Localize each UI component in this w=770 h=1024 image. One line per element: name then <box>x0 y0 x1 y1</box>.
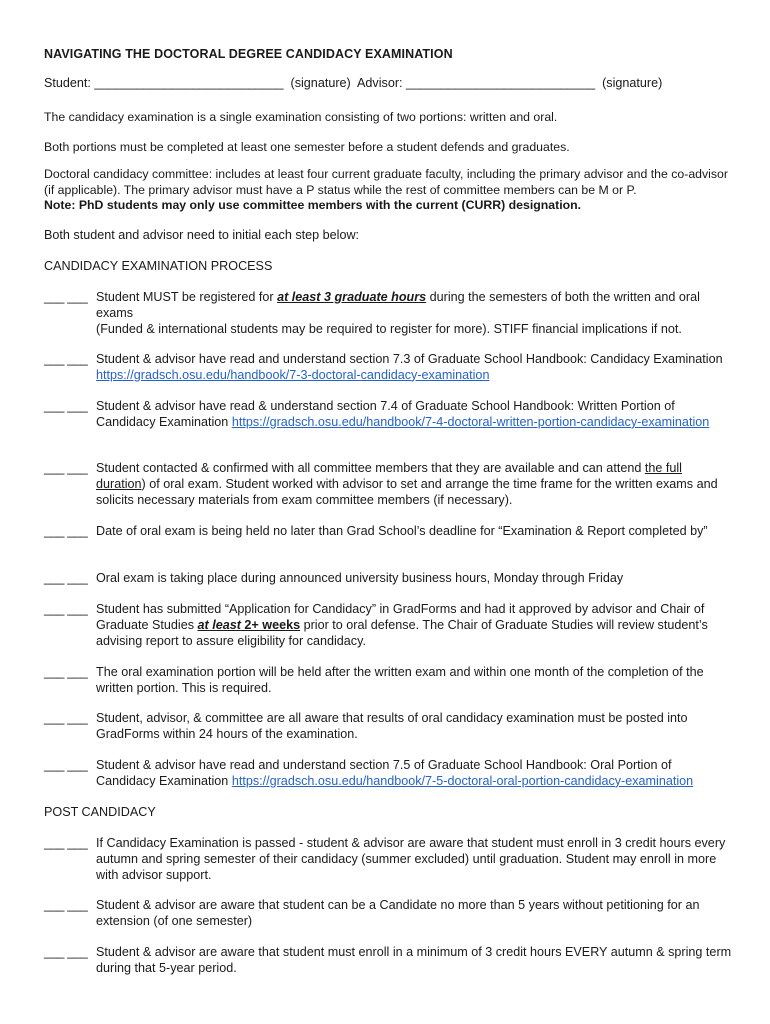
section-heading-process: CANDIDACY EXAMINATION PROCESS <box>44 259 273 273</box>
document-title: NAVIGATING THE DOCTORAL DEGREE CANDIDACY EXAMINATION <box>44 47 453 61</box>
checklist-item-enrollment <box>44 836 734 883</box>
intro-paragraph-1: The candidacy examination is a single examination consisting of two portions: written and oral. <box>44 110 558 124</box>
item-text: If Candidacy Examination is passed - student & advisor are aware that student must enroll in 3 credit hours every autumn and spring semester of their candidacy (summer excluded) until graduation. Student may enroll in more with advisor support. <box>96 836 726 882</box>
initial-blanks[interactable]: ___ ___ <box>44 352 88 366</box>
handbook-link-7-4[interactable]: https://gradsch.osu.edu/handbook/7-4-doctoral-written-portion-candidacy-examination <box>231 414 710 429</box>
item-text: Student & advisor are aware that student must enroll in a minimum of 3 credit hours EVERY autumn & spring term during that 5-year period. <box>96 945 732 975</box>
initial-blanks[interactable]: ___ ___ <box>44 290 88 304</box>
initial-blanks[interactable]: ___ ___ <box>44 399 88 413</box>
committee-paragraph <box>44 167 734 214</box>
item-text: Student has submitted “Application for Candidacy” in GradForms and had it approved by advisor and Chair of Graduate Studies at least 2+ weeks prior to oral defense. The Chair of Graduate Studies will review student’s advising report to assure eligibility for candidacy. <box>96 602 708 648</box>
committee-text: Doctoral candidacy committee: includes at least four current graduate faculty, including the primary advisor and the co-advisor (if applicable). The primary advisor must have a P status while the rest of committee members can be M or P. <box>44 167 728 197</box>
checklist-item-five-year-limit <box>44 898 734 930</box>
item-text: Student & advisor have read and understand section 7.5 of Graduate School Handbook: Oral Portion of Candidacy Examination https://gradsch.osu.edu/handbook/7-5-doctoral-oral-portion-candidacy-examination <box>96 758 694 788</box>
initial-instruction: Both student and advisor need to initial each step below: <box>44 228 360 242</box>
handbook-link-7-3[interactable]: https://gradsch.osu.edu/handbook/7-3-doctoral-candidacy-examination <box>96 367 490 382</box>
item-text: Student & advisor have read and understand section 7.3 of Graduate School Handbook: Candidacy Examination https://gradsch.osu.edu/handbook/7-3-doctoral-candidacy-examination <box>96 352 723 382</box>
item-text: Student contacted & confirmed with all committee members that they are available and can attend the full duration) of oral exam. Student worked with advisor to set and arrange the time frame for the written exams and solicits necessary materials from exam committee members (if necessary). <box>96 461 718 507</box>
checklist-item-business-hours <box>44 571 734 587</box>
initial-blanks[interactable]: ___ ___ <box>44 461 88 475</box>
initial-blanks[interactable]: ___ ___ <box>44 758 88 772</box>
section-heading-post-candidacy: POST CANDIDACY <box>44 805 156 819</box>
checklist-item-results-posting <box>44 711 734 743</box>
checklist-item-oral-exam-deadline <box>44 524 734 540</box>
initial-blanks[interactable]: ___ ___ <box>44 571 88 585</box>
emphasis-text: at least 3 graduate hours <box>277 290 427 304</box>
committee-note: Note: PhD students may only use committee members with the current (CURR) designation. <box>44 198 582 212</box>
checklist-item-minimum-credits <box>44 945 734 977</box>
initial-blanks[interactable]: ___ ___ <box>44 524 88 538</box>
item-text: Student, advisor, & committee are all aware that results of oral candidacy examination must be posted into GradForms within 24 hours of the examination. <box>96 711 688 741</box>
emphasis-text: at least 2+ weeks <box>197 617 301 632</box>
item-text: Oral exam is taking place during announced university business hours, Monday through Friday <box>96 571 624 585</box>
checklist-item-section-7-5 <box>44 758 734 790</box>
checklist-item-section-7-3 <box>44 352 734 384</box>
initial-blanks[interactable]: ___ ___ <box>44 945 88 959</box>
item-text: The oral examination portion will be held after the written exam and within one month of the completion of the written portion. This is required. <box>96 665 704 695</box>
signature-line[interactable]: Student: ___________________________ (signature) Advisor: ___________________________ (signature) <box>44 76 663 90</box>
initial-blanks[interactable]: ___ ___ <box>44 711 88 725</box>
item-text: Student & advisor are aware that student can be a Candidate no more than 5 years without petitioning for an extension (of one semester) <box>96 898 700 928</box>
checklist-item-oral-timing <box>44 665 734 697</box>
checklist-item-application <box>44 602 734 649</box>
handbook-link-7-5[interactable]: https://gradsch.osu.edu/handbook/7-5-doctoral-oral-portion-candidacy-examination <box>231 773 694 788</box>
item-text: Date of oral exam is being held no later than Grad School’s deadline for “Examination & Report completed by” <box>96 524 708 538</box>
item-text: Student MUST be registered for at least 3 graduate hours during the semesters of both the written and oral exams (Funded & international students may be required to register for more). STIFF financial implications if not. <box>96 290 700 336</box>
checklist-item-committee-availability <box>44 461 734 508</box>
item-text: Student & advisor have read & understand section 7.4 of Graduate School Handbook: Written Portion of Candidacy Examination https://gradsch.osu.edu/handbook/7-4-doctoral-written-portion-candidacy-examination <box>96 399 710 429</box>
checklist-item-section-7-4 <box>44 399 734 431</box>
underlined-text: the full duration <box>96 461 682 491</box>
initial-blanks[interactable]: ___ ___ <box>44 602 88 616</box>
initial-blanks[interactable]: ___ ___ <box>44 898 88 912</box>
checklist-item-registration <box>44 290 734 337</box>
initial-blanks[interactable]: ___ ___ <box>44 665 88 679</box>
initial-blanks[interactable]: ___ ___ <box>44 836 88 850</box>
intro-paragraph-2: Both portions must be completed at least one semester before a student defends and graduates. <box>44 140 570 154</box>
